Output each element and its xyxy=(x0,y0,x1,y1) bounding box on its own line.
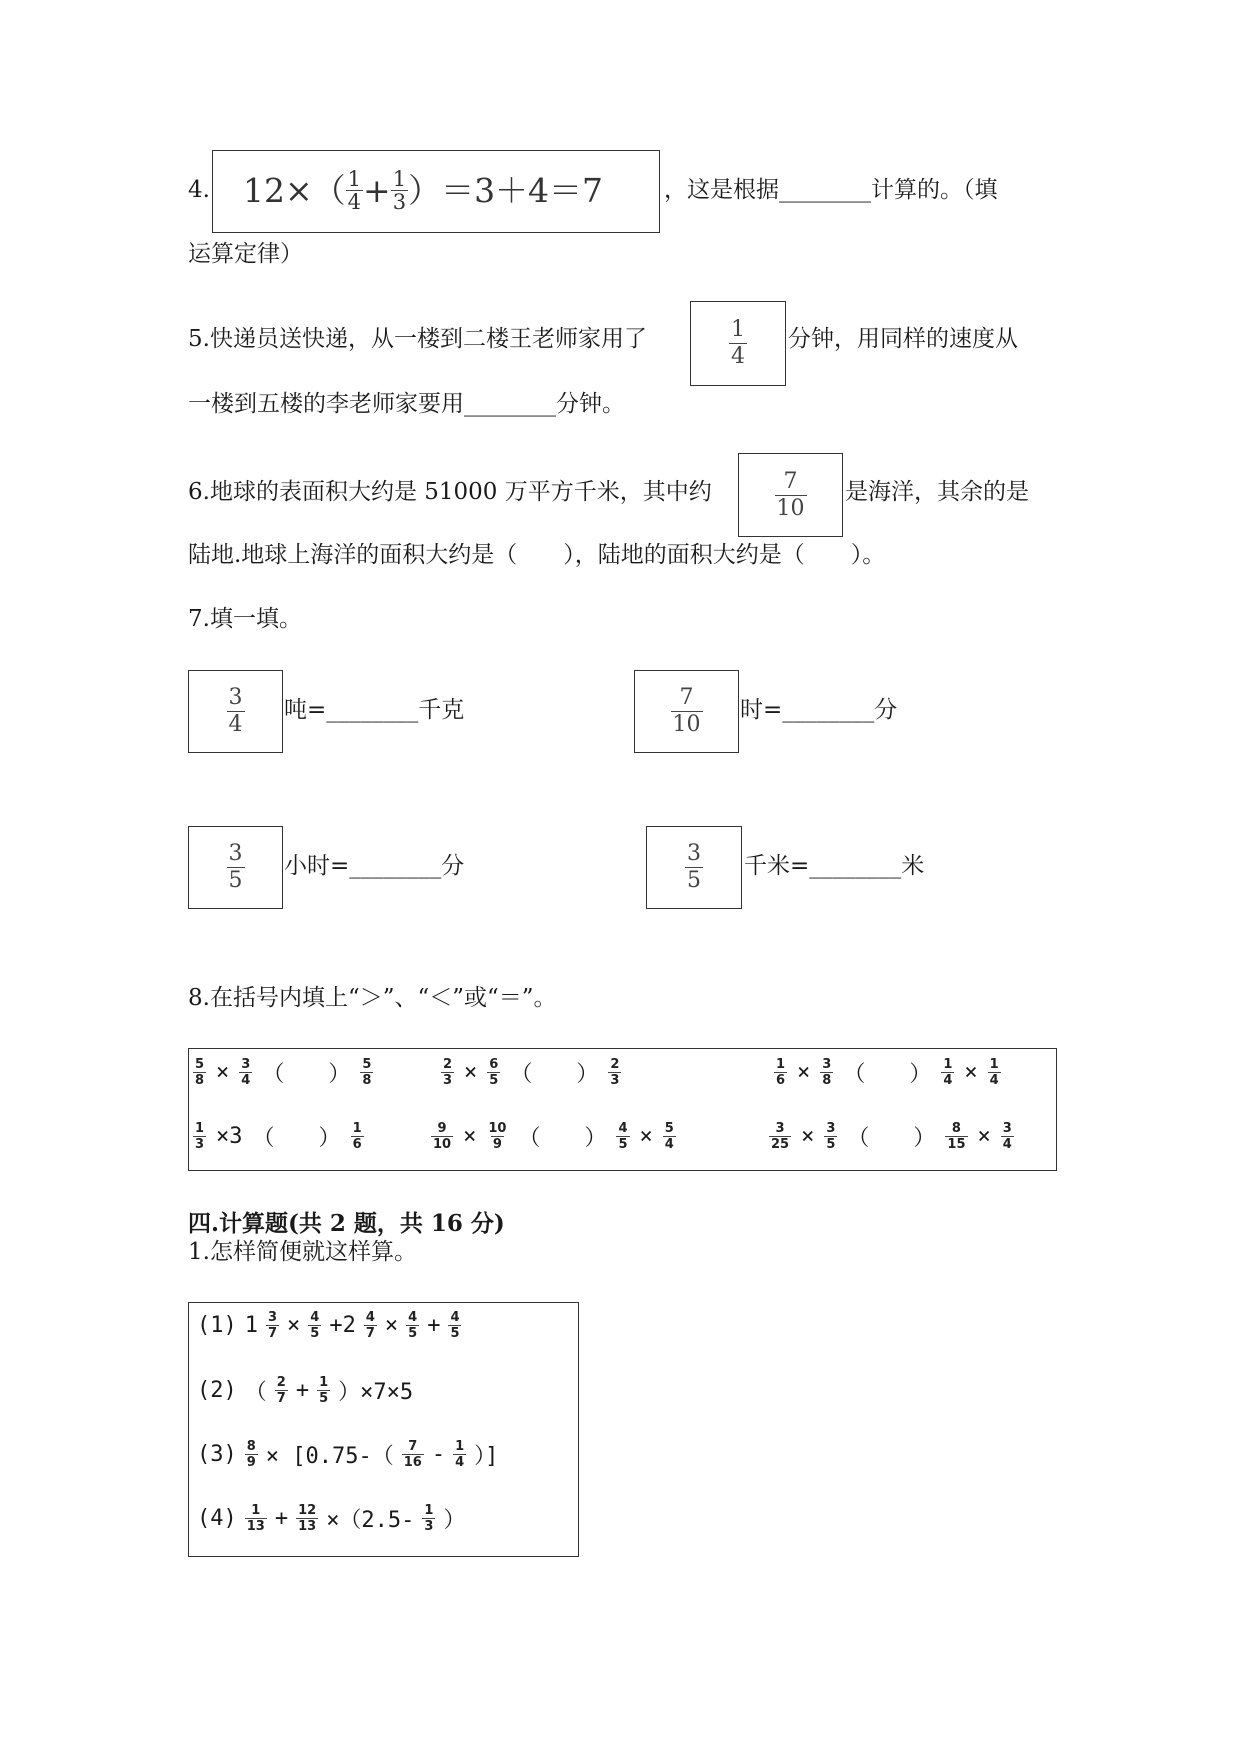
fraction xyxy=(308,1311,321,1340)
plus-sign: + xyxy=(274,1506,289,1531)
fraction xyxy=(227,843,245,892)
times-three: ×3 xyxy=(216,1124,243,1149)
plus-sign: + xyxy=(295,1378,310,1403)
fraction xyxy=(422,1504,435,1533)
fraction xyxy=(729,319,747,368)
numerator: 3 xyxy=(826,1121,836,1136)
fill-blank-item: 千米=________米 xyxy=(744,853,925,879)
fraction-box xyxy=(690,301,786,386)
expression-tail: ）] xyxy=(474,1444,499,1469)
question-8-title: 8.在括号内填上“＞”、“＜”或“＝”。 xyxy=(188,985,557,1011)
fraction xyxy=(245,1440,258,1469)
numerator: 4 xyxy=(618,1121,628,1136)
denominator: 16 xyxy=(403,1455,422,1470)
calc-problem-3 xyxy=(197,1439,498,1470)
fraction xyxy=(431,1122,453,1151)
question-5-text: 5.快递员送快递，从一楼到二楼王老师家用了 xyxy=(188,326,647,352)
answer-parentheses[interactable]: （ ） xyxy=(847,1126,936,1151)
answer-parentheses[interactable]: （ ） xyxy=(843,1062,932,1087)
numerator: 2 xyxy=(443,1057,453,1072)
denominator: 7 xyxy=(268,1326,278,1341)
denominator: 9 xyxy=(246,1455,256,1470)
plus-sign: + xyxy=(427,1313,441,1338)
expression-middle: × [0.75-（ xyxy=(265,1444,394,1469)
fraction xyxy=(193,1122,206,1151)
numerator: 8 xyxy=(951,1121,961,1136)
expression-tail: ） xyxy=(443,1508,466,1533)
numerator: 3 xyxy=(268,1310,278,1325)
denominator: 4 xyxy=(347,190,362,214)
operator-term: +2 xyxy=(329,1313,356,1338)
expression-tail: ）×7×5 xyxy=(338,1380,414,1405)
times-sign: × xyxy=(801,1124,815,1149)
fraction xyxy=(769,1122,791,1151)
numerator: 7 xyxy=(408,1439,418,1454)
denominator: 7 xyxy=(365,1326,375,1341)
numerator: 4 xyxy=(365,1310,375,1325)
comparison-item xyxy=(193,1121,364,1152)
calc-problem-4 xyxy=(197,1503,465,1534)
numerator: 2 xyxy=(276,1375,286,1390)
fraction xyxy=(487,1058,500,1087)
fraction xyxy=(685,843,703,892)
denominator: 5 xyxy=(228,868,243,893)
equation-expression xyxy=(243,165,603,217)
times-sign: × xyxy=(964,1060,978,1085)
fraction xyxy=(1001,1122,1014,1151)
fill-blank-item: 时=________分 xyxy=(740,697,898,723)
answer-parentheses[interactable]: （ ） xyxy=(262,1062,351,1087)
numerator: 1 xyxy=(347,167,362,191)
times-sign: × xyxy=(464,1060,478,1085)
equation-image-box xyxy=(212,150,660,233)
numerator: 1 xyxy=(943,1057,953,1072)
numerator: 10 xyxy=(488,1121,507,1136)
numerator: 1 xyxy=(776,1057,786,1072)
denominator: 4 xyxy=(943,1073,953,1088)
calc-problem-1 xyxy=(197,1311,461,1340)
times-sign: × xyxy=(639,1124,653,1149)
fraction xyxy=(346,169,363,213)
fraction xyxy=(775,468,807,521)
problem-label: (1) xyxy=(197,1313,237,1338)
numerator: 12 xyxy=(298,1503,317,1518)
comparison-item xyxy=(193,1057,373,1088)
numerator: 3 xyxy=(228,685,243,710)
denominator: 5 xyxy=(450,1326,460,1341)
denominator: 9 xyxy=(492,1137,502,1152)
numerator: 5 xyxy=(195,1057,205,1072)
times-sign: × xyxy=(977,1124,991,1149)
denominator: 10 xyxy=(433,1137,452,1152)
question-6-text-cont: 是海洋，其余的是 xyxy=(845,479,1029,505)
fraction xyxy=(774,1058,787,1087)
whole-number: 1 xyxy=(244,1313,258,1338)
numerator: 1 xyxy=(989,1057,999,1072)
fraction xyxy=(317,1376,330,1405)
fraction xyxy=(663,1122,676,1151)
numerator: 7 xyxy=(679,685,694,710)
comparison-item xyxy=(774,1057,1001,1088)
fraction xyxy=(448,1311,461,1340)
plus-sign: + xyxy=(363,171,391,210)
numerator: 1 xyxy=(251,1503,261,1518)
denominator: 3 xyxy=(424,1519,434,1534)
fraction xyxy=(406,1311,419,1340)
denominator: 13 xyxy=(246,1519,265,1534)
denominator: 5 xyxy=(489,1073,499,1088)
fraction xyxy=(486,1122,508,1151)
denominator: 10 xyxy=(776,495,805,521)
question-4-text: ，这是根据________计算的。（填 xyxy=(664,177,998,203)
numerator: 1 xyxy=(319,1375,329,1390)
fraction xyxy=(616,1122,629,1151)
times-sign: × xyxy=(463,1124,477,1149)
times-sign: × xyxy=(287,1313,301,1338)
question-5-text-line2: 一楼到五楼的李老师家要用________分钟。 xyxy=(188,391,625,417)
times-sign: × xyxy=(797,1060,811,1085)
denominator: 4 xyxy=(228,712,243,737)
denominator: 3 xyxy=(443,1073,453,1088)
denominator: 5 xyxy=(319,1391,329,1406)
numerator: 3 xyxy=(687,841,701,866)
fraction xyxy=(227,687,245,736)
fraction xyxy=(941,1058,954,1087)
denominator: 4 xyxy=(664,1137,674,1152)
numerator: 3 xyxy=(775,1121,785,1136)
question-4-number: 4. xyxy=(188,177,210,203)
open-paren: （ xyxy=(244,1380,267,1405)
times-sign: × xyxy=(384,1313,399,1338)
numerator: 4 xyxy=(310,1310,320,1325)
fraction xyxy=(441,1058,454,1087)
fill-blank-item: 吨=________千克 xyxy=(284,697,465,723)
fraction-box xyxy=(646,826,742,909)
numerator: 1 xyxy=(424,1503,434,1518)
fraction xyxy=(266,1311,279,1340)
numerator: 5 xyxy=(362,1057,372,1072)
numerator: 7 xyxy=(783,468,798,494)
answer-parentheses[interactable]: （ ） xyxy=(518,1126,607,1151)
question-6-text-line2: 陆地.地球上海洋的面积大约是（ ），陆地的面积大约是（ ）。 xyxy=(188,542,886,568)
denominator: 5 xyxy=(687,868,701,893)
denominator: 5 xyxy=(310,1326,320,1341)
fraction xyxy=(239,1058,252,1087)
calculation-box xyxy=(188,1302,579,1557)
denominator: 4 xyxy=(1002,1137,1012,1152)
fraction-box xyxy=(188,826,283,909)
fraction-box xyxy=(188,670,283,753)
question-7-title: 7.填一填。 xyxy=(188,606,302,632)
denominator: 8 xyxy=(195,1073,205,1088)
fraction xyxy=(351,1122,364,1151)
problem-label: (4) xyxy=(197,1506,237,1531)
denominator: 5 xyxy=(826,1137,836,1152)
question-6-text: 6.地球的表面积大约是 51000 万平方千米，其中约 xyxy=(188,479,712,505)
numerator: 1 xyxy=(392,167,407,191)
denominator: 8 xyxy=(822,1073,832,1088)
denominator: 10 xyxy=(672,712,701,737)
denominator: 4 xyxy=(241,1073,251,1088)
comparison-item xyxy=(431,1121,676,1152)
problem-label: (2) xyxy=(197,1378,237,1403)
denominator: 8 xyxy=(362,1073,372,1088)
fraction xyxy=(402,1440,424,1469)
numerator: 2 xyxy=(610,1057,620,1072)
denominator: 6 xyxy=(776,1073,786,1088)
fraction-box xyxy=(738,453,843,537)
problem-label: (3) xyxy=(197,1442,237,1467)
numerator: 1 xyxy=(455,1439,465,1454)
numerator: 1 xyxy=(195,1121,205,1136)
numerator: 3 xyxy=(228,841,243,866)
denominator: 15 xyxy=(947,1137,966,1152)
fraction xyxy=(824,1122,837,1151)
fraction xyxy=(391,169,408,213)
fill-blank-item: 小时=________分 xyxy=(284,853,465,879)
numerator: 6 xyxy=(489,1057,499,1072)
answer-parentheses[interactable]: （ ） xyxy=(510,1062,599,1087)
numerator: 3 xyxy=(822,1057,832,1072)
equation-suffix: ）＝3＋4＝7 xyxy=(408,171,604,210)
fraction xyxy=(275,1376,288,1405)
fraction xyxy=(820,1058,833,1087)
numerator: 3 xyxy=(241,1057,251,1072)
denominator: 4 xyxy=(455,1455,465,1470)
denominator: 3 xyxy=(392,190,407,214)
numerator: 4 xyxy=(450,1310,460,1325)
denominator: 3 xyxy=(610,1073,620,1088)
numerator: 9 xyxy=(437,1121,447,1136)
expression-middle: ×（2.5- xyxy=(326,1508,415,1533)
denominator: 6 xyxy=(352,1137,362,1152)
fraction xyxy=(364,1311,377,1340)
fraction xyxy=(193,1058,206,1087)
comparison-item xyxy=(769,1121,1014,1152)
numerator: 4 xyxy=(408,1310,418,1325)
numerator: 8 xyxy=(246,1439,256,1454)
fraction xyxy=(360,1058,373,1087)
denominator: 4 xyxy=(731,344,745,369)
fraction xyxy=(671,687,703,736)
calc-question-1: 1.怎样简便就这样算。 xyxy=(188,1239,417,1265)
calc-problem-2 xyxy=(197,1375,413,1406)
denominator: 3 xyxy=(195,1137,205,1152)
denominator: 7 xyxy=(276,1391,286,1406)
fraction xyxy=(245,1504,267,1533)
denominator: 5 xyxy=(618,1137,628,1152)
question-5-text-cont: 分钟，用同样的速度从 xyxy=(788,326,1018,352)
comparison-item xyxy=(441,1057,621,1088)
fraction xyxy=(988,1058,1001,1087)
answer-parentheses[interactable]: （ ） xyxy=(252,1126,341,1151)
times-sign: × xyxy=(216,1060,230,1085)
numerator: 5 xyxy=(664,1121,674,1136)
equation-prefix: 12×（ xyxy=(243,171,346,210)
denominator: 5 xyxy=(408,1326,418,1341)
question-4-text-cont: 运算定律） xyxy=(188,241,303,267)
denominator: 25 xyxy=(771,1137,790,1152)
numerator: 1 xyxy=(352,1121,362,1136)
fraction xyxy=(453,1440,466,1469)
fraction xyxy=(296,1504,318,1533)
comparison-table xyxy=(188,1048,1057,1171)
numerator: 3 xyxy=(1002,1121,1012,1136)
section-heading: 四.计算题(共 2 题，共 16 分) xyxy=(188,1210,505,1237)
minus-sign: - xyxy=(431,1442,446,1467)
numerator: 1 xyxy=(731,317,745,342)
denominator: 13 xyxy=(298,1519,317,1534)
fraction xyxy=(608,1058,621,1087)
fraction xyxy=(945,1122,967,1151)
denominator: 4 xyxy=(989,1073,999,1088)
fraction-box xyxy=(634,670,739,753)
